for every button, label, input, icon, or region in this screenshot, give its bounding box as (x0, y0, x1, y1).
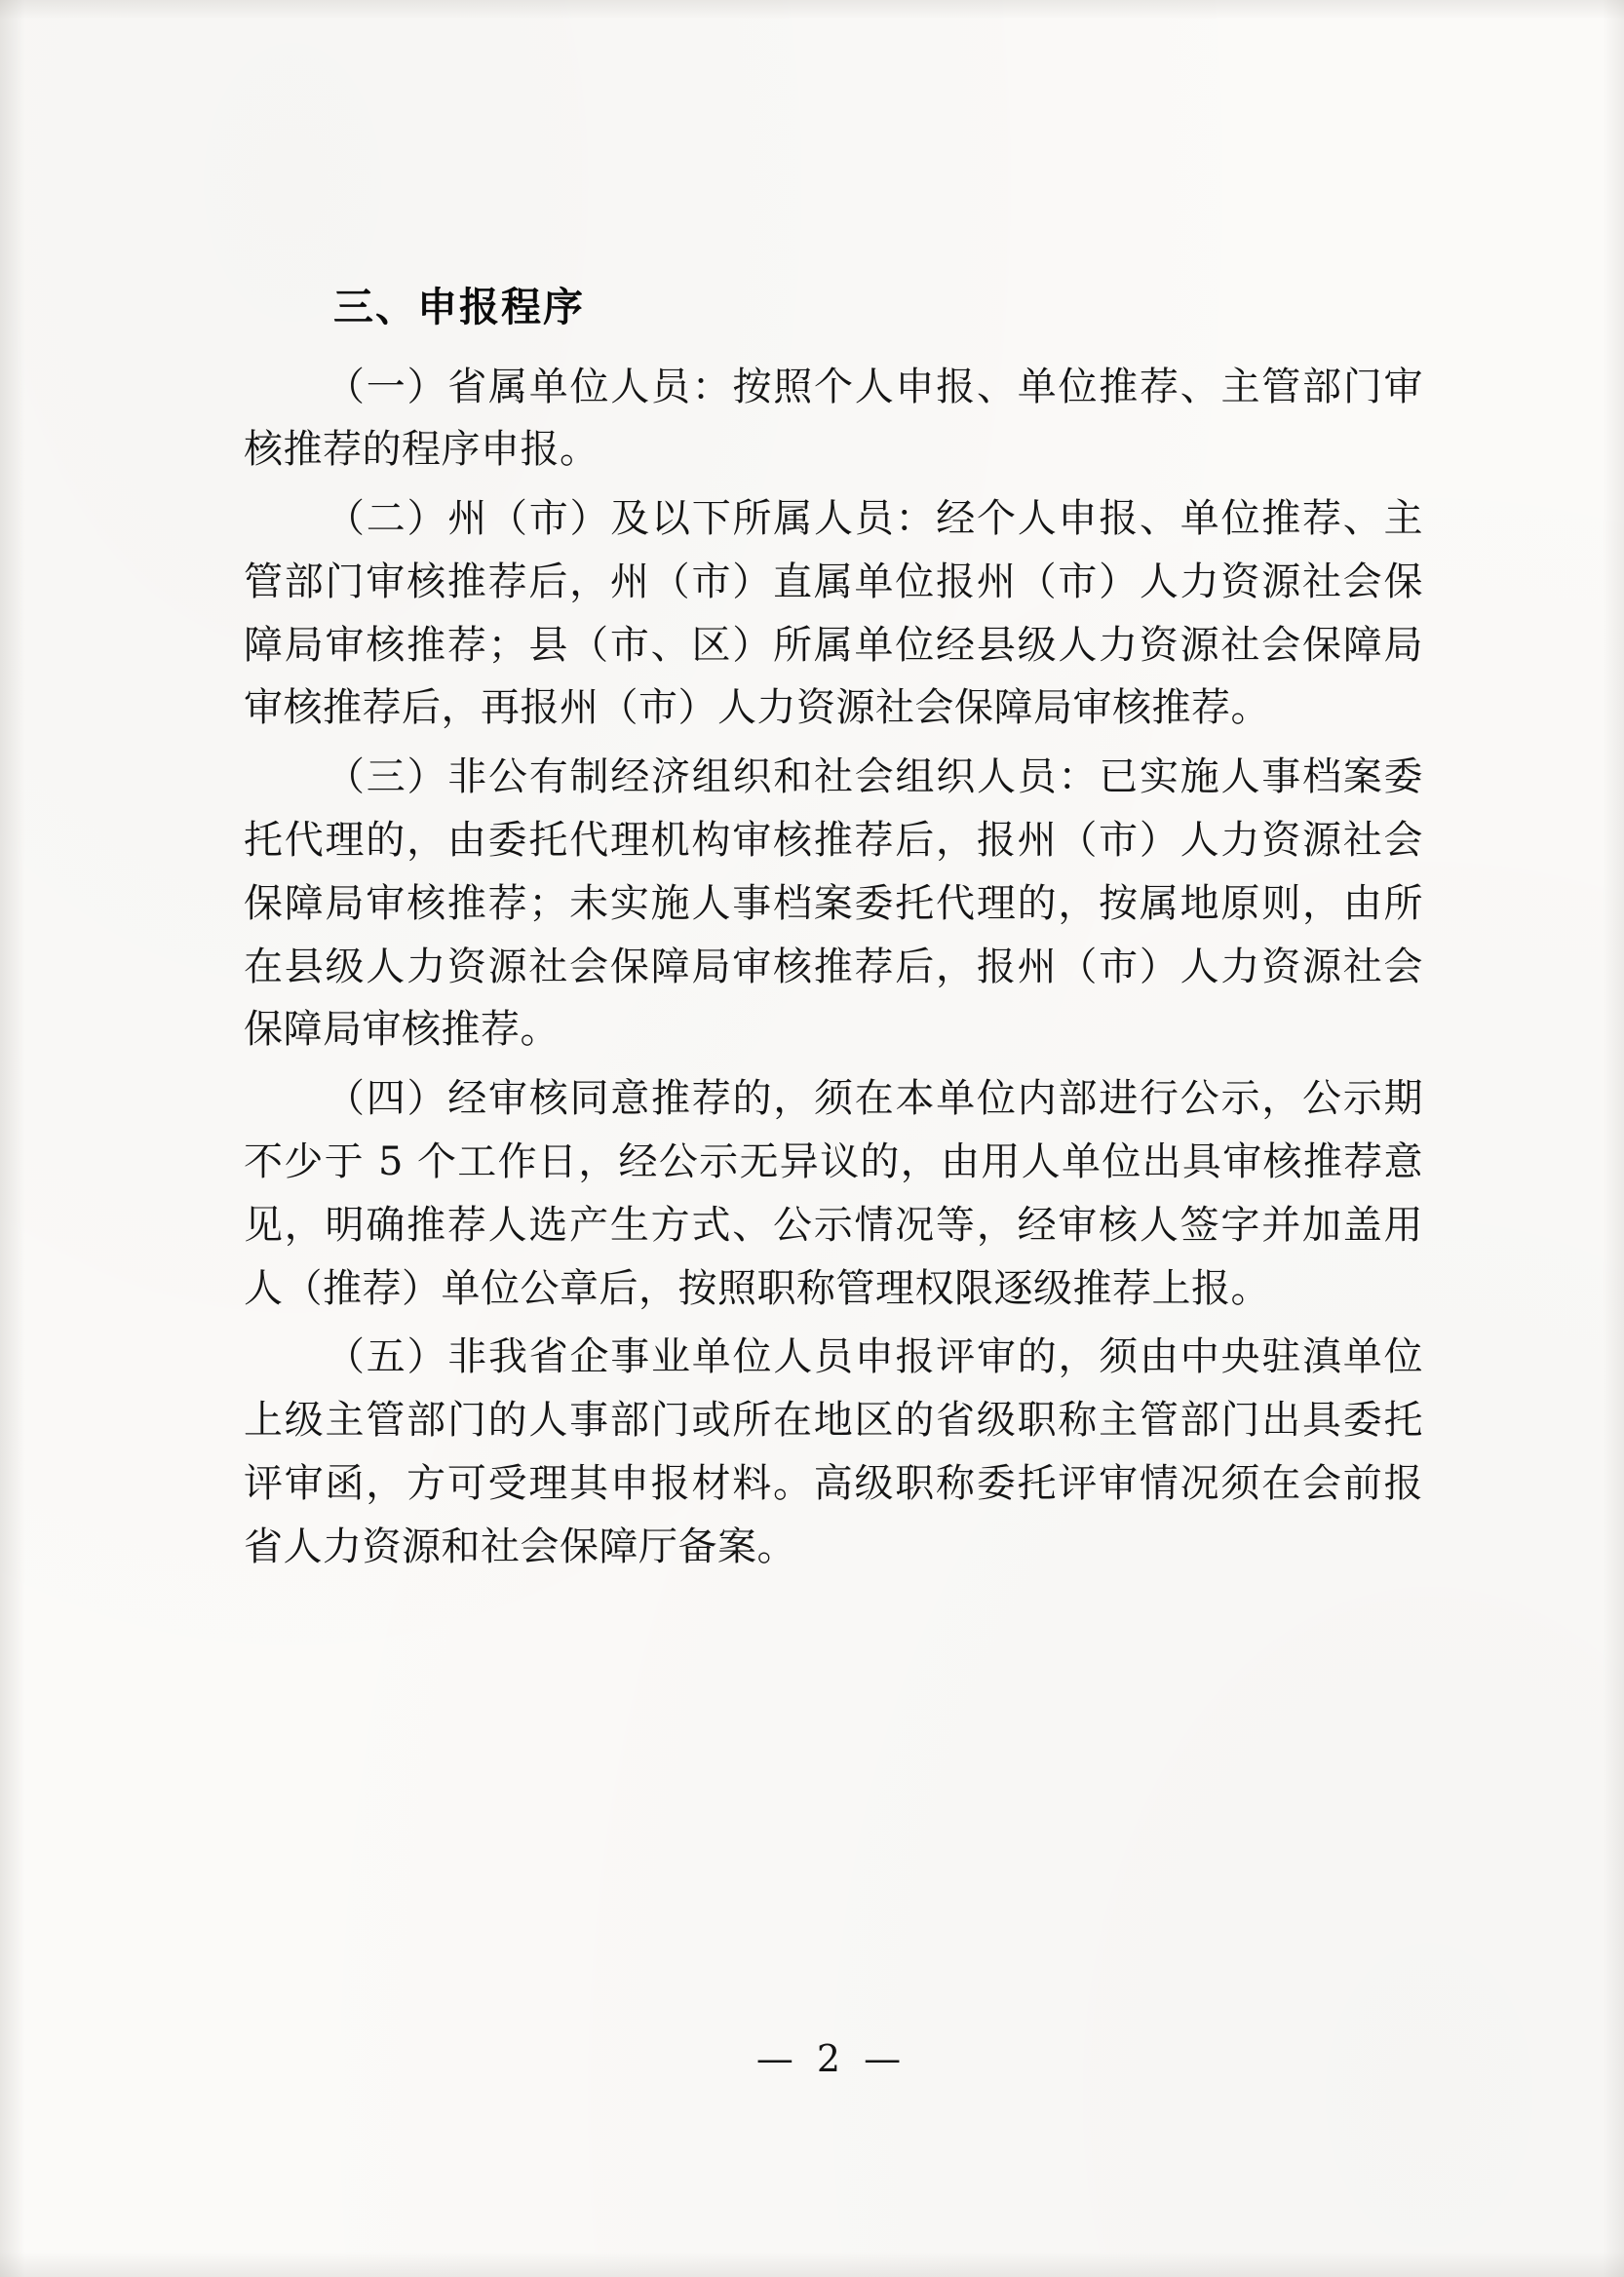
paragraph-2: （二）州（市）及以下所属人员：经个人申报、单位推荐、主管部门审核推荐后，州（市）直属单位报州（市）人力资源社会保障局审核推荐；县（市、区）所属单位经县级人力资源社会保障局审核推荐后，再报州（市）人力资源社会保障局审核推荐。 (244, 496, 1423, 731)
page-edge-shadow-left (0, 0, 25, 2277)
document-body (244, 278, 1423, 1585)
page-edge-shadow-right (1603, 0, 1624, 2277)
paragraph-1: （一）省属单位人员：按照个人申报、单位推荐、主管部门审核推荐的程序申报。 (244, 364, 1423, 473)
paragraph-5: （五）非我省企事业单位人员申报评审的，须由中央驻滇单位上级主管部门的人事部门或所在地区的省级职称主管部门出具委托评审函，方可受理其申报材料。高级职称委托评审情况须在会前报省人力资源和社会保障厅备案。 (244, 1334, 1423, 1569)
paragraph-3: （三）非公有制经济组织和社会组织人员：已实施人事档案委托代理的，由委托代理机构审核推荐后，报州（市）人力资源社会保障局审核推荐；未实施人事档案委托代理的，按属地原则，由所在县级人力资源社会保障局审核推荐后，报州（市）人力资源社会保障局审核推荐。 (244, 754, 1423, 1053)
paragraph-4: （四）经审核同意推荐的，须在本单位内部进行公示，公示期不少于 5 个工作日，经公示无异议的，由用人单位出具审核推荐意见，明确推荐人选产生方式、公示情况等，经审核人签字并加盖用人（推荐）单位公章后，按照职称管理权限逐级推荐上报。 (244, 1076, 1423, 1311)
page-number: — 2 — (755, 2037, 908, 2080)
page-edge-shadow-bottom (0, 2252, 1624, 2277)
page-footer (0, 2037, 1624, 2080)
page-edge-shadow-top (0, 0, 1624, 19)
section-heading: 三、申报程序 (333, 284, 585, 330)
